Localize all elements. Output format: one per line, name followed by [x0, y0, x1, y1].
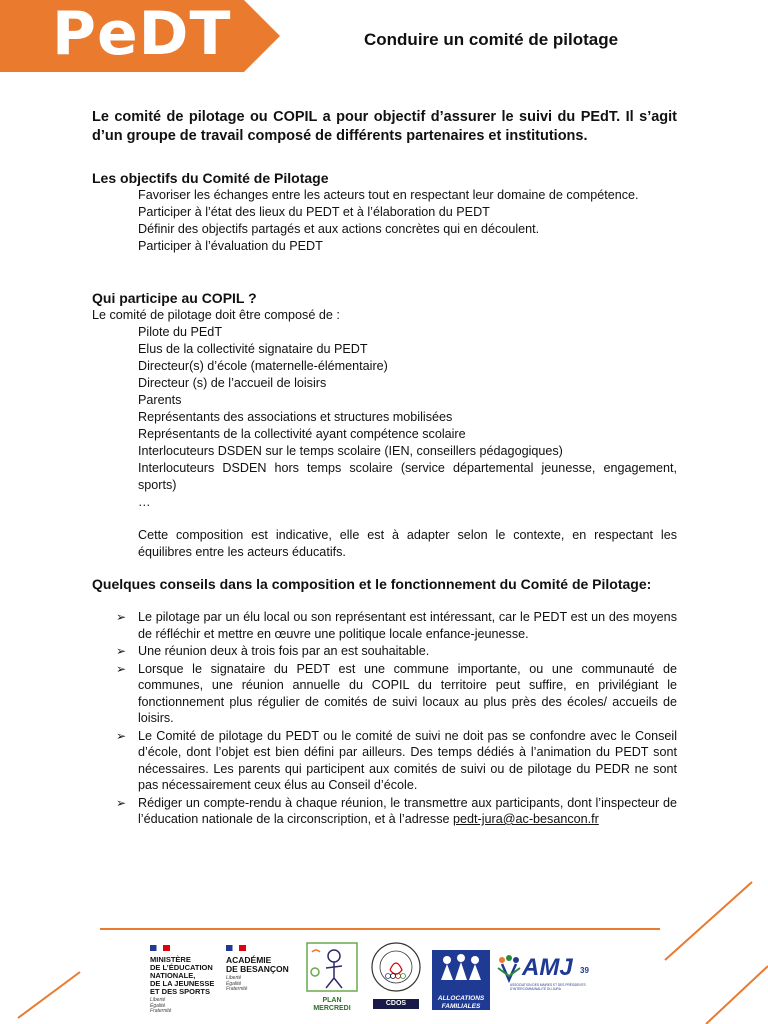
ministry-motto: Liberté Égalité Fraternité [150, 997, 172, 1014]
list-item: Interlocuteurs DSDEN sur le temps scolaire (IEN, conseillers pédagogiques) [138, 444, 563, 458]
amj-number: 39 [580, 966, 589, 975]
plan-mercredi-icon [306, 942, 358, 992]
caf-logo [432, 950, 490, 1010]
arrow-bullet-icon: ➢ [116, 795, 127, 810]
list-item: Elus de la collectivité signataire du PEDT [138, 342, 368, 356]
participants-heading: Qui participe au COPIL ? [92, 290, 257, 306]
arrow-bullet-icon: ➢ [116, 644, 127, 658]
academie-motto: Liberté Égalité Fraternité [226, 975, 248, 992]
list-item: Pilote du PEdT [138, 325, 223, 339]
plan-mercredi-logo [306, 942, 358, 1012]
list-item: Participer à l’état des lieux du PEDT et à l’élaboration du PEDT [138, 205, 490, 219]
list-item: Représentants des associations et structures mobilisées [138, 410, 453, 424]
academie-logo [226, 938, 306, 993]
list-item: Participer à l’évaluation du PEDT [138, 239, 323, 253]
page-title: Conduire un comité de pilotage [364, 30, 619, 49]
intro-paragraph: Le comité de pilotage ou COPIL a pour objectif d’assurer le suivi du PEdT. Il s’agit d’un groupe de travail composé de différents partenaires et institutions. [92, 109, 677, 144]
plan-mercredi-label: PLAN MERCREDI [313, 997, 351, 1012]
amj-subtitle: ASSOCIATION DES MAIRES ET DES PRÉSIDENTS D’INTERCOMMUNALITÉ DU JURA [510, 983, 586, 991]
cdos-logo [370, 940, 422, 1010]
pedt-logo-text: PeDT [52, 0, 232, 69]
academie-name: ACADÉMIE DE BESANÇON [226, 955, 289, 974]
list-item: Favoriser les échanges entre les acteurs tout en respectant leur domaine de compétence. [138, 188, 639, 202]
list-item: Définir des objectifs partagés et aux actions concrètes qui en découlent. [138, 222, 540, 236]
list-item: Directeur (s) de l’accueil de loisirs [138, 376, 327, 390]
advice-text: Rédiger un compte-rendu à chaque réunion, le transmettre aux participants, dont l’inspecteur de l’éducation nationale de la circonscription, et à l’adresse [138, 795, 677, 826]
advice-heading: Quelques conseils dans la composition et le fonctionnement du Comité de Pilotage: [92, 576, 652, 592]
cdos-label: CDOS [373, 999, 419, 1009]
footer-divider [100, 928, 660, 930]
caf-label: ALLOCATIONS FAMILIALES [437, 995, 485, 1010]
ministry-logo [150, 938, 230, 1015]
list-item: Interlocuteurs DSDEN hors temps scolaire (service départemental jeunesse, engagement, sports) [138, 461, 677, 492]
marianne-flag-icon [150, 945, 170, 951]
arrow-bullet-icon: ➢ [116, 610, 127, 624]
advice-text: Le pilotage par un élu local ou son représentant est intéressant, car le PEDT est un des moyens de réfléchir et mettre en œuvre une politique locale enfance-jeunesse. [138, 610, 677, 641]
arrow-bullet-icon: ➢ [116, 661, 127, 676]
objectives-heading: Les objectifs du Comité de Pilotage [92, 170, 329, 186]
list-item: Parents [138, 393, 182, 407]
advice-text: Lorsque le signataire du PEDT est une commune importante, ou une communauté de communes, une réunion annuelle du COPIL du territoire peut suffire, en privilégiant le fonctionnement plus régulier de comités de suivi locaux au plus près des écoles/ accueils de loisirs. [138, 661, 677, 725]
caf-family-icon [432, 950, 490, 990]
email-link[interactable]: pedt-jura@ac-besancon.fr [453, 812, 599, 826]
advice-text: Une réunion deux à trois fois par an est souhaitable. [138, 644, 430, 658]
amj-logo [496, 954, 616, 1000]
list-item: Représentants de la collectivité ayant compétence scolaire [138, 427, 466, 441]
cdos-emblem-icon [370, 940, 422, 994]
participants-lead: Le comité de pilotage doit être composé de : [92, 308, 340, 322]
amj-wordmark: AMJ [522, 954, 573, 981]
list-item: Directeur(s) d’école (maternelle-élémentaire) [138, 359, 388, 373]
arrow-bullet-icon: ➢ [116, 728, 127, 743]
marianne-flag-icon [226, 945, 246, 951]
composition-note: Cette composition est indicative, elle est à adapter selon le contexte, en respectant les équilibres entre les acteurs éducatifs. [138, 528, 677, 559]
amj-figures-icon [496, 954, 522, 984]
list-item: … [138, 495, 151, 509]
ministry-name: MINISTÈRE DE L’ÉDUCATION NATIONALE, DE LA JEUNESSE ET DES SPORTS [150, 955, 215, 996]
partner-logos [140, 936, 620, 1016]
advice-text: Le Comité de pilotage du PEDT ou le comité de suivi ne doit pas se confondre avec le Conseil d’école, dont l’objet est bien défini par ailleurs. Des temps dédiés à l’animation du PEDT sont nécessaires. Les parents qui participent aux comités de suivi ou de pilotage du PEDR ne sont pas nécessairement ceux élus au Conseil d’école. [138, 728, 677, 792]
